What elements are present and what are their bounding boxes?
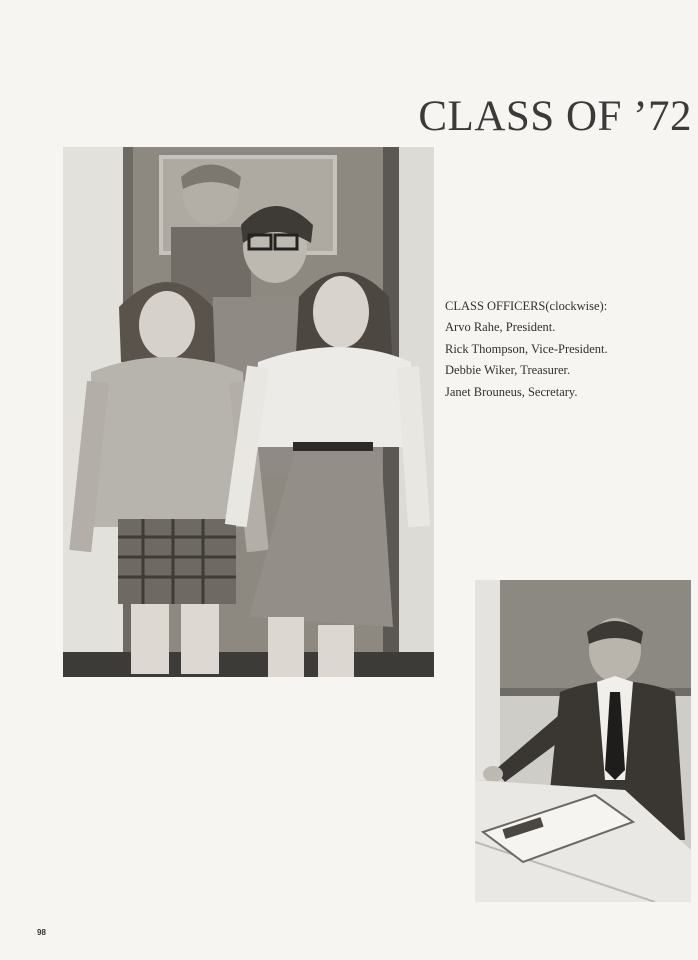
class-officers-photo-image [63, 147, 434, 677]
caption-line: Rick Thompson, Vice-President. [445, 341, 608, 356]
page-title: CLASS OF ’72 [418, 93, 692, 140]
advisor-photo-image [475, 580, 691, 902]
page-number: 98 [37, 928, 46, 937]
caption [445, 296, 685, 403]
caption-line: Arvo Rahe, President. [445, 320, 556, 335]
class-officers-photo [63, 147, 434, 677]
caption-heading: CLASS OFFICERS(clockwise): [445, 299, 608, 313]
caption-line: Debbie Wiker, Treasurer. [445, 363, 571, 378]
caption-line: Janet Brouneus, Secretary. [445, 384, 578, 399]
advisor-photo [475, 580, 691, 902]
